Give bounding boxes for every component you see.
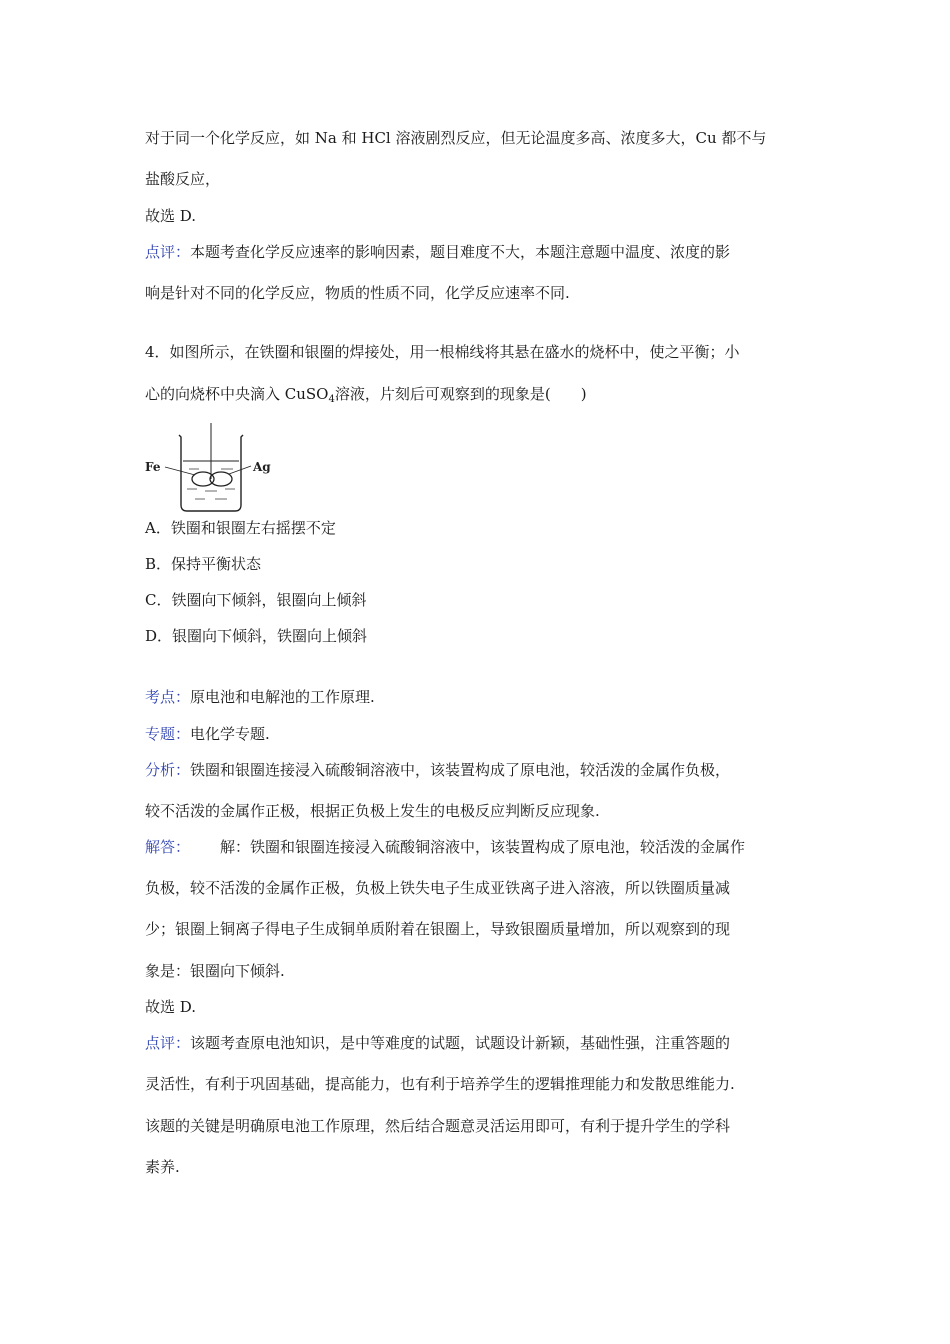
prev-answer-choice: 故选 D. (145, 207, 197, 225)
fenxi-line-2: 较不活泼的金属作正极，根据正负极上发生的电极反应判断反应现象. (145, 802, 600, 820)
fenxi-label: 分析： (145, 761, 191, 779)
prev-comment-line-2: 响是针对不同的化学反应，物质的性质不同，化学反应速率不同. (145, 284, 570, 302)
stem-text-pre: 心的向烧杯中央滴入 CuSO (145, 385, 329, 403)
prev-answer-line-2: 盐酸反应， (145, 170, 221, 188)
jieda-line-2: 负极，较不活泼的金属作正极，负极上铁失电子生成亚铁离子进入溶液，所以铁圈质量减 (145, 879, 731, 897)
jieda-text: 解：铁圈和银圈连接浸入硫酸铜溶液中，该装置构成了原电池，较活泼的金属作 (220, 838, 746, 856)
kaodian-text: 原电池和电解池的工作原理. (190, 688, 375, 706)
fenxi-text: 铁圈和银圈连接浸入硫酸铜溶液中，该装置构成了原电池，较活泼的金属作负极， (190, 761, 731, 779)
fe-label: Fe (145, 460, 161, 474)
jieda-line-4: 象是：银圈向下倾斜. (145, 962, 285, 980)
kaodian-label: 考点： (145, 688, 191, 706)
zhuanti-text: 电化学专题. (190, 725, 270, 743)
jieda-line-1 (145, 837, 745, 857)
option-a: A．铁圈和银圈左右摇摆不定 (145, 519, 336, 537)
jieda-line-3: 少；银圈上铜离子得电子生成铜单质附着在银圈上，导致银圈质量增加，所以观察到的现 (145, 920, 731, 938)
comment-text: 本题考查化学反应速率的影响因素，题目难度不大，本题注意题中温度、浓度的影 (190, 243, 731, 261)
dianping-line-1 (145, 1033, 730, 1053)
dianping-text: 该题考查原电池知识，是中等难度的试题，试题设计新颖，基础性强，注重答题的 (190, 1034, 731, 1052)
silver-ring (210, 472, 232, 486)
dianping-line-3: 该题的关键是明确原电池工作原理，然后结合题意灵活运用即可，有利于提升学生的学科 (145, 1117, 731, 1135)
jieda-label: 解答： (145, 838, 191, 856)
stem-text-post: 溶液，片刻后可观察到的现象是( ) (334, 385, 587, 403)
ag-label: Ag (253, 460, 271, 474)
ag-leader (229, 466, 251, 474)
fenxi-line-1 (145, 760, 730, 780)
beaker-figure (143, 423, 283, 515)
prev-comment-line-1 (145, 242, 730, 262)
comment-label: 点评： (145, 243, 191, 261)
fe-leader (165, 467, 195, 475)
question-stem-line-1: 4．如图所示，在铁圈和银圈的焊接处，用一根棉线将其悬在盛水的烧杯中，使之平衡；小 (145, 343, 740, 361)
answer-choice: 故选 D. (145, 998, 197, 1016)
zhuanti-line (145, 724, 270, 744)
question-stem-line-2 (145, 384, 587, 410)
stem-subscript: 4 (328, 394, 335, 405)
dianping-line-4: 素养. (145, 1158, 180, 1176)
option-c: C．铁圈向下倾斜，银圈向上倾斜 (145, 591, 367, 609)
prev-answer-line-1: 对于同一个化学反应，如 Na 和 HCl 溶液剧烈反应，但无论温度多高、浓度多大，Cu 都不与 (145, 129, 767, 147)
option-b: B．保持平衡状态 (145, 555, 262, 573)
option-d: D．银圈向下倾斜，铁圈向上倾斜 (145, 627, 368, 645)
zhuanti-label: 专题： (145, 725, 191, 743)
dianping-line-2: 灵活性，有利于巩固基础，提高能力，也有利于培养学生的逻辑推理能力和发散思维能力. (145, 1075, 735, 1093)
kaodian-line (145, 687, 375, 707)
dianping-label: 点评： (145, 1034, 191, 1052)
